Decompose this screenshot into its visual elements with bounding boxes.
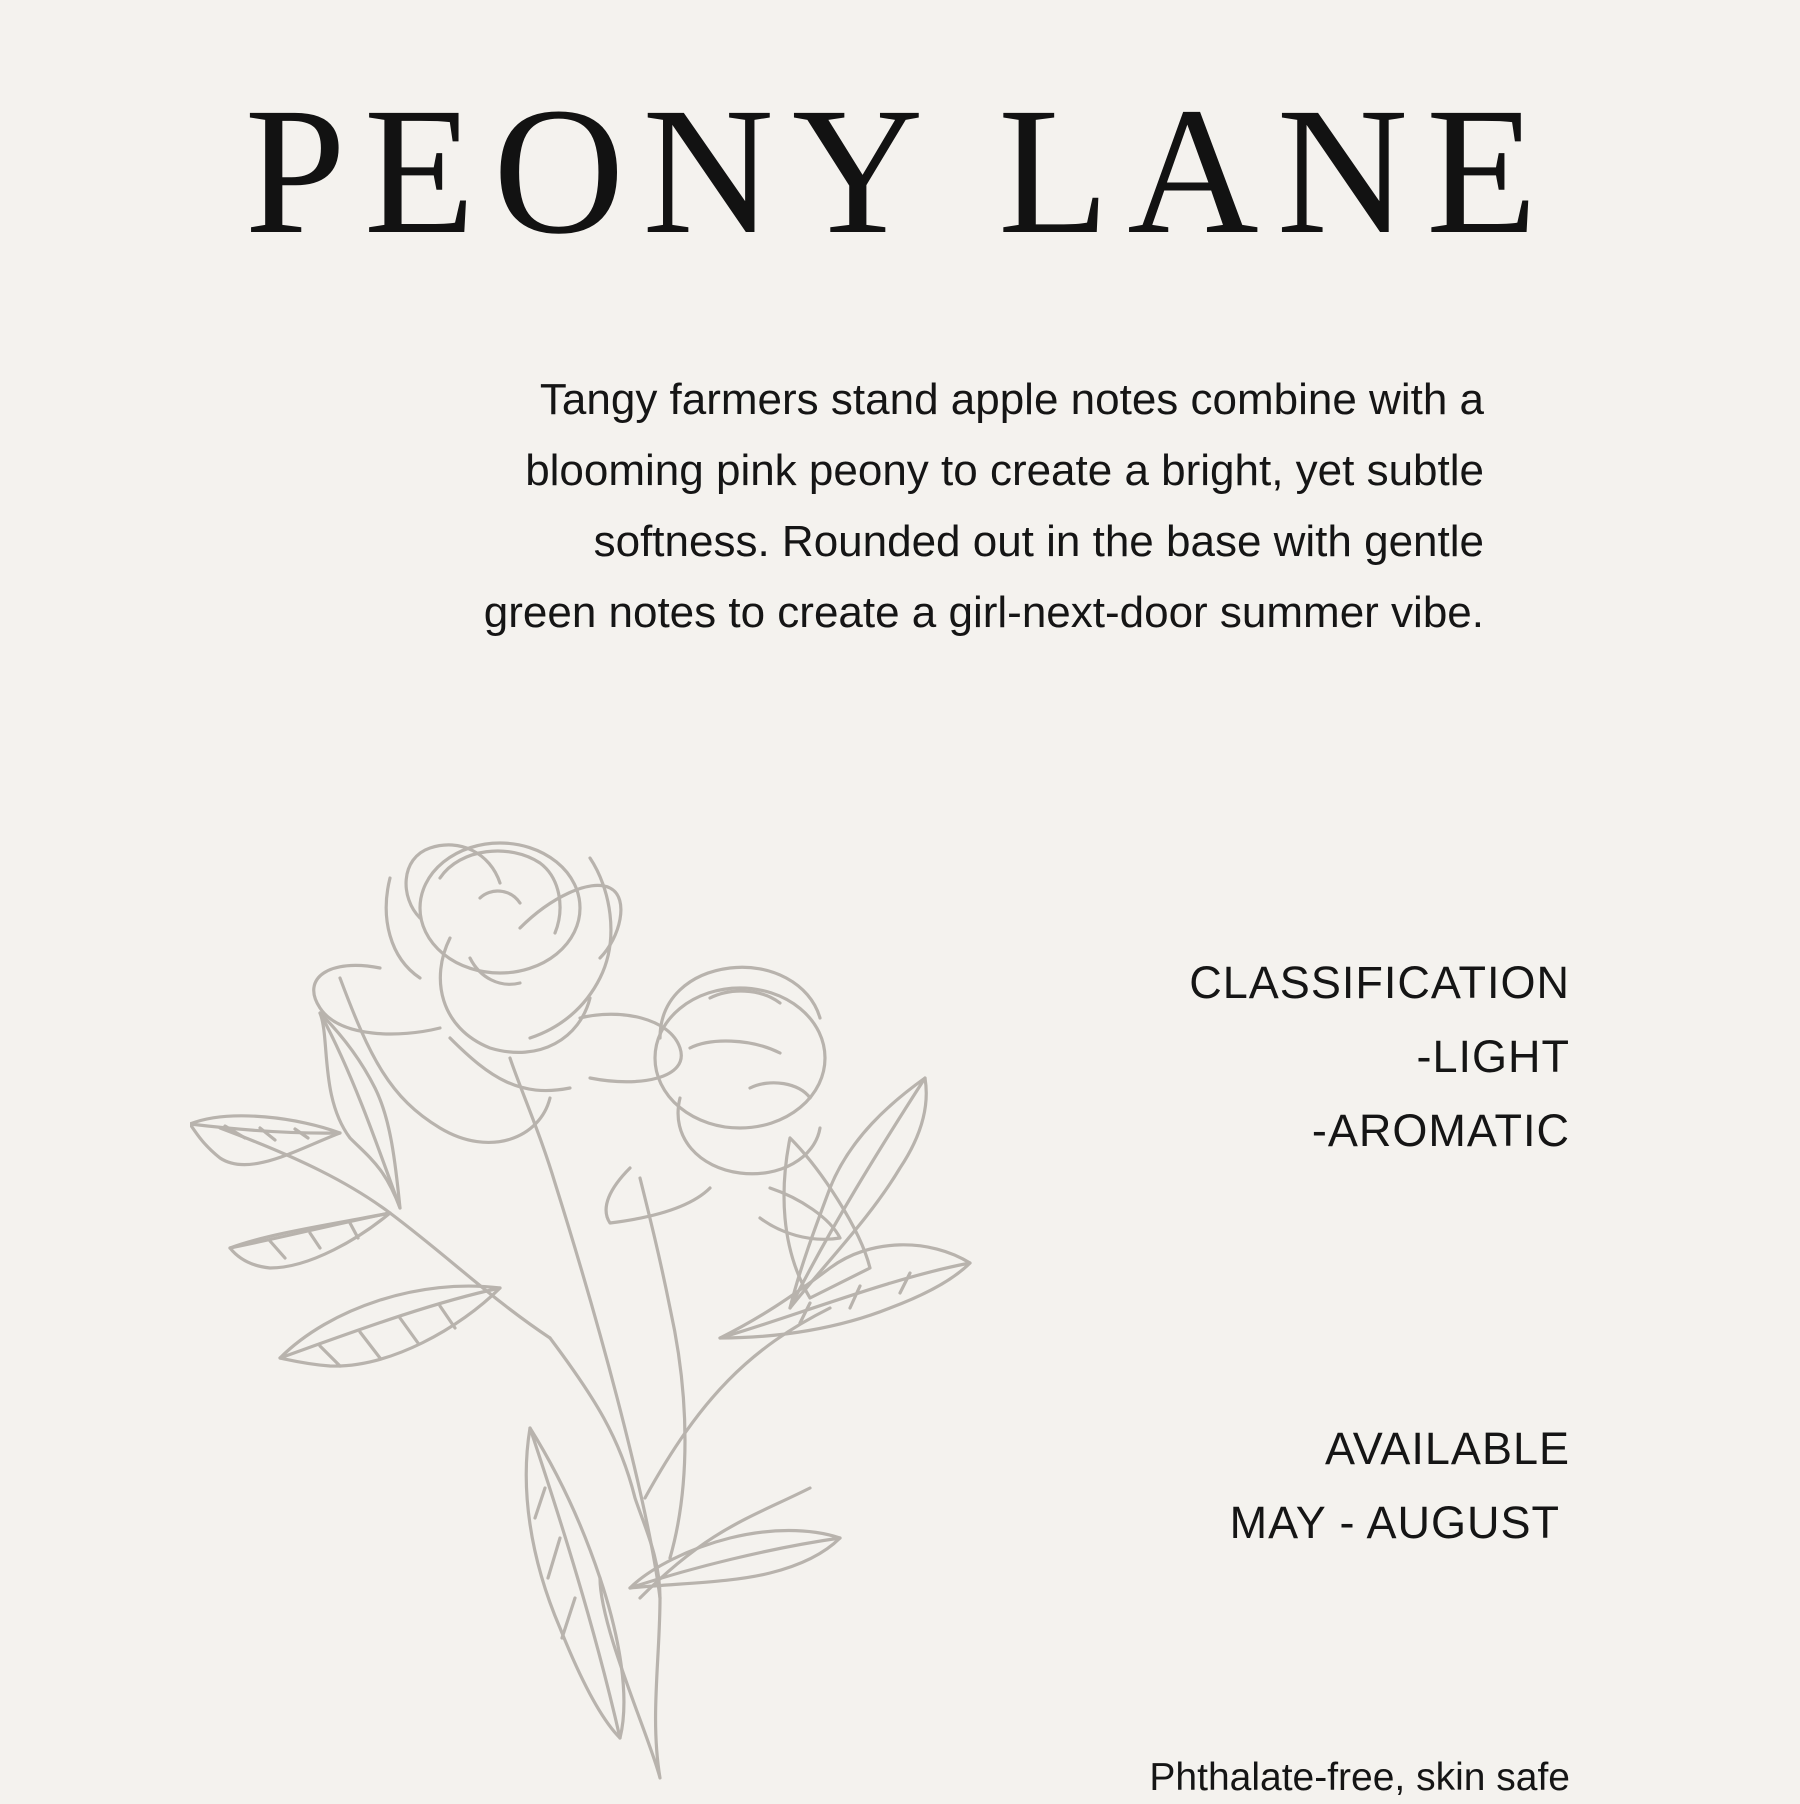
leaf [720,1245,970,1338]
classification-heading: CLASSIFICATION [1189,957,1570,1008]
availability-block [970,1412,1570,1560]
peony-flower-line-art-icon [190,838,1070,1800]
page-title: PEONY LANE [244,71,1556,272]
leaf [190,1116,340,1165]
leaf [230,1213,390,1268]
description-line: Tangy farmers stand apple notes combine with a [539,375,1484,424]
classification-item: -AROMATIC [1311,1105,1570,1156]
availability-period: MAY - AUGUST [1229,1497,1560,1548]
classification-item: -LIGHT [1416,1031,1570,1082]
main-stem [550,1338,660,1778]
scent-description [280,364,1484,648]
bud-stem [640,1178,685,1558]
classification-block [970,946,1570,1168]
description-line: green notes to create a girl-next-door summer vibe. [483,588,1484,637]
leaf [280,1286,500,1366]
description-line: softness. Rounded out in the base with gentle [593,517,1484,566]
availability-heading: AVAILABLE [1325,1423,1570,1474]
footer-note: Phthalate-free, skin safe [1149,1756,1570,1799]
description-line: blooming pink peony to create a bright, yet subtle [525,446,1484,495]
flower-stem [510,1058,660,1598]
